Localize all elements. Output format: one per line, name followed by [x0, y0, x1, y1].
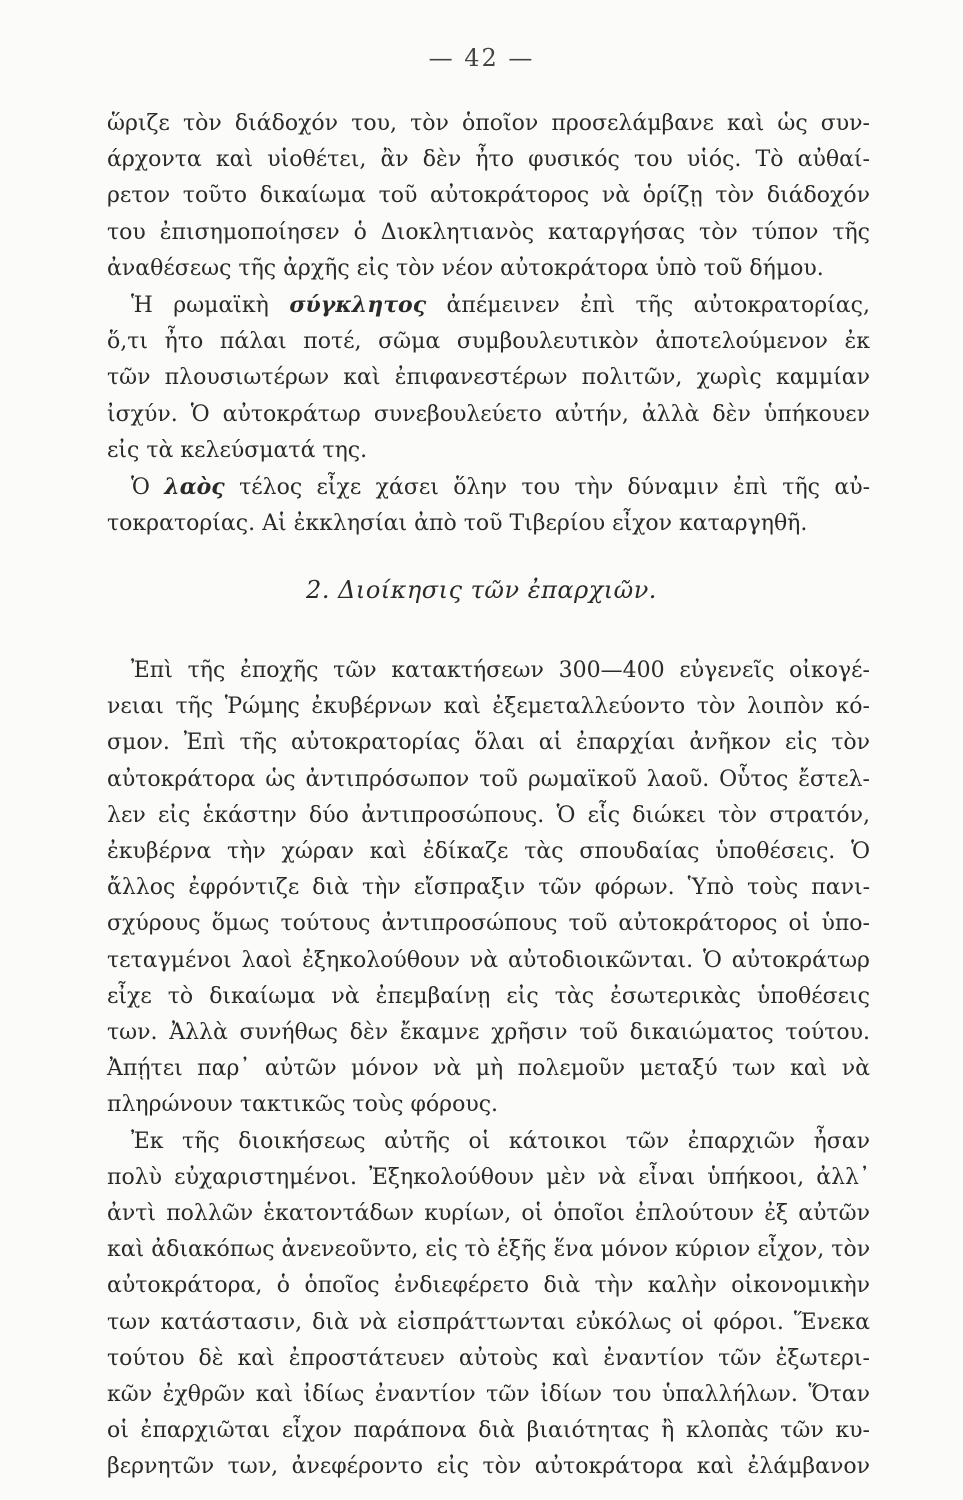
- emphasis-senate: σύγκλητος: [289, 292, 427, 319]
- text-fragment: τέλος εἶχε χάσει ὅλην του τὴν δύναμιν ἐπὶ τῆς αὐ-: [224, 475, 871, 501]
- text-line: ρετον τοῦτο δικαίωμα τοῦ αὐτοκράτορος νὰ ὁρίζῃ τὸν διάδοχόν: [107, 183, 870, 209]
- text-fragment: Ἡ ρωμαϊκὴ: [131, 293, 290, 319]
- text-line: τούτου δὲ καὶ ἐπροστάτευεν αὐτοὺς καὶ ἐναντίον τῶν ἐξωτερι-: [107, 1345, 870, 1371]
- text-line: [107, 469, 870, 506]
- emphasis-people: λαὸς: [164, 474, 225, 501]
- text-line: λεν εἰς ἑκάστην δύο ἀντιπροσώπους. Ὁ εἷς διώκει τὸν στρατόν,: [107, 802, 870, 828]
- text-line: [107, 287, 870, 324]
- text-line: τοκρατορίας. Αἱ ἐκκλησίαι ἀπὸ τοῦ Τιβερίου εἶχον καταργηθῆ.: [107, 511, 808, 537]
- text-fragment: Ὁ: [131, 475, 165, 501]
- text-line: οἱ ἐπαρχιῶται εἶχον παράπονα διὰ βιαιότητας ἢ κλοπὰς τῶν κυ-: [107, 1418, 870, 1444]
- text-line: κῶν ἐχθρῶν καὶ ἰδίως ἐναντίον τῶν ἰδίων του ὑπαλλήλων. Ὅταν: [107, 1382, 870, 1408]
- text-line: εἰς τὰ κελεύσματά της.: [107, 437, 368, 463]
- text-line: ὥριζε τὸν διάδοχόν του, τὸν ὁποῖον προσελάμβανε καὶ ὡς συν-: [107, 111, 870, 136]
- text-line: αὐτοκράτορα, ὁ ὁποῖος ἐνδιεφέρετο διὰ τὴν καλὴν οἰκονομικὴν: [107, 1273, 870, 1299]
- text-line: τεταγμένοι λαοὶ ἐξηκολούθουν νὰ αὐτοδιοικῶνται. Ὁ αὐτοκράτωρ: [107, 947, 870, 973]
- text-line: Ἐκ τῆς διοικήσεως αὐτῆς οἱ κάτοικοι τῶν ἐπαρχιῶν ἦσαν: [131, 1128, 870, 1154]
- section-heading: 2. Διοίκησις τῶν ἐπαρχιῶν.: [306, 576, 657, 604]
- text-line: καὶ ἀδιακόπως ἀνενεοῦντο, εἰς τὸ ἑξῆς ἕνα μόνον κύριον εἶχον, τὸν: [107, 1237, 871, 1263]
- text-line: ἄλλος ἐφρόντιζε διὰ τὴν εἴσπραξιν τῶν φόρων. Ὑπὸ τοὺς πανι-: [107, 875, 870, 901]
- text-line: ἐκυβέρνα τὴν χώραν καὶ ἐδίκαζε τὰς σπουδαίας ὑποθέσεις. Ὁ: [107, 839, 870, 865]
- text-line: νειαι τῆς Ῥώμης ἐκυβέρνων καὶ ἐξεμεταλλεύοντο τὸν λοιπὸν κό-: [107, 694, 870, 720]
- page-number: — 42 —: [428, 44, 535, 72]
- section-2-text: [107, 653, 870, 1486]
- text-line: ἀναθέσεως τῆς ἀρχῆς εἰς τὸν νέον αὐτοκράτορα ὑπὸ τοῦ δήμου.: [107, 255, 824, 281]
- text-line: πολὺ εὐχαριστημένοι. Ἐξηκολούθουν μὲν νὰ εἶναι ὑπήκοοι, ἀλλ᾿: [107, 1164, 870, 1190]
- text-line: τῶν πλουσιωτέρων καὶ ἐπιφανεστέρων πολιτῶν, χωρὶς καμμίαν: [107, 365, 870, 391]
- text-line: των. Ἀλλὰ συνήθως δὲν ἔκαμνε χρῆσιν τοῦ δικαιώματος τούτου.: [107, 1020, 870, 1046]
- text-line: Ἐπὶ τῆς ἐποχῆς τῶν κατακτήσεων 300—400 εὐγενεῖς οἰκογέ-: [131, 658, 870, 683]
- text-line: σχύρους ὅμως τούτους ἀντιπροσώπους τοῦ αὐτοκράτορος οἱ ὑπο-: [107, 911, 870, 937]
- text-line: ἰσχύν. Ὁ αὐτοκράτωρ συνεβουλεύετο αὐτήν, ἀλλὰ δὲν ὑπήκουεν: [107, 401, 870, 427]
- text-line: εἶχε τὸ δικαίωμα νὰ ἐπεμβαίνῃ εἰς τὰς ἐσωτερικὰς ὑποθέσεις: [107, 983, 870, 1009]
- text-line: σμον. Ἐπὶ τῆς αὐτοκρατορίας ὅλαι αἱ ἐπαρχίαι ἀνῆκον εἰς τὸν: [107, 730, 870, 756]
- text-line: πληρώνουν τακτικῶς τοὺς φόρους.: [107, 1092, 499, 1118]
- text-line: του ἐπισημοποίησεν ὁ Διοκλητιανὸς καταργήσας τὸν τύπον τῆς: [107, 219, 870, 245]
- section-1-text: [107, 106, 870, 542]
- text-line: Ἀπῄτει παρ᾿ αὐτῶν μόνον νὰ μὴ πολεμοῦν μεταξύ των καὶ νὰ: [107, 1056, 870, 1082]
- text-line: των κατάστασιν, διὰ νὰ εἰσπράττωνται εὐκόλως οἱ φόροι. Ἕνεκα: [107, 1309, 870, 1335]
- text-line: βερνητῶν των, ἀνεφέροντο εἰς τὸν αὐτοκράτορα καὶ ἐλάμβανον: [107, 1454, 870, 1480]
- text-line: αὐτοκράτορα ὡς ἀντιπρόσωπον τοῦ ρωμαϊκοῦ λαοῦ. Οὗτος ἔστελ-: [107, 766, 870, 792]
- text-line: ἀντὶ πολλῶν ἑκατοντάδων κυρίων, οἱ ὁποῖοι ἐπλούτουν ἐξ αὐτῶν: [107, 1201, 870, 1227]
- text-fragment: ἀπέμεινεν ἐπὶ τῆς αὐτοκρατορίας,: [426, 293, 870, 319]
- text-line: ὅ,τι ἦτο πάλαι ποτέ, σῶμα συμβουλευτικὸν ἀποτελούμενον ἐκ: [107, 329, 870, 355]
- text-line: άρχοντα καὶ υἱοθέτει, ἂν δὲν ἦτο φυσικός του υἱός. Τὸ αὐθαί-: [107, 147, 870, 173]
